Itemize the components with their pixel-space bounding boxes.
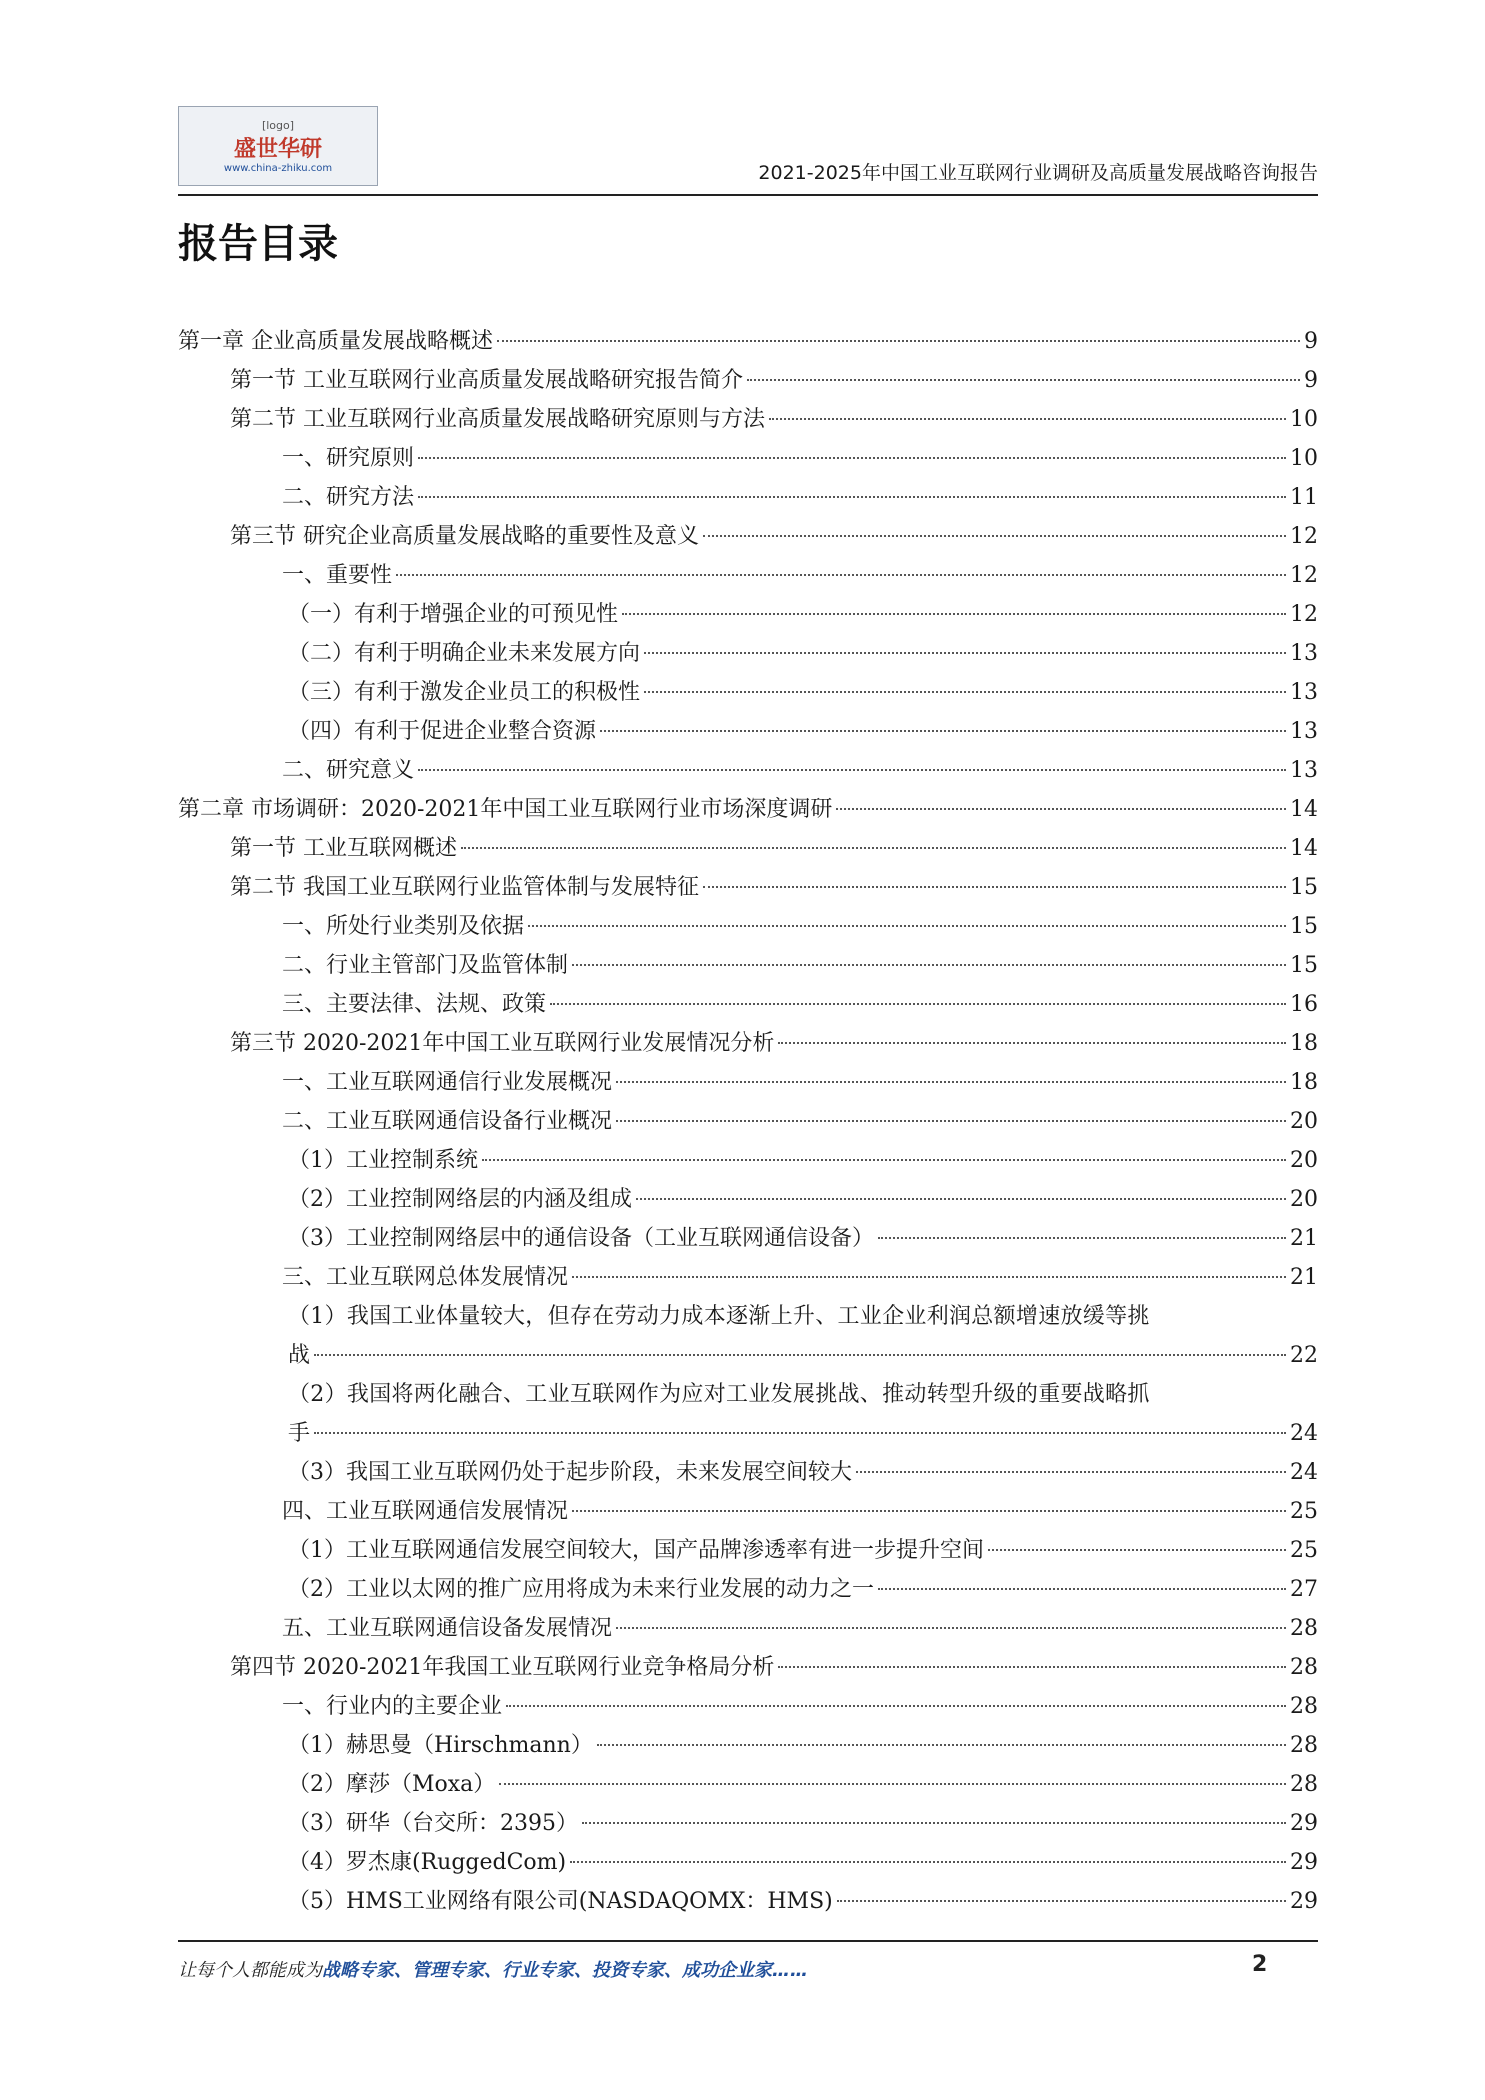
- toc-label: （3）研华（台交所：2395）: [288, 1811, 578, 1836]
- toc-label: （2）工业以太网的推广应用将成为未来行业发展的动力之一: [288, 1577, 874, 1602]
- toc-label: 第二节 工业互联网行业高质量发展战略研究原则与方法: [230, 407, 765, 432]
- dot-leader: [499, 1783, 1286, 1785]
- toc-label: （1）工业互联网通信发展空间较大，国产品牌渗透率有进一步提升空间: [288, 1538, 984, 1563]
- toc-page-number: 28: [1290, 1694, 1318, 1719]
- toc-label: （1）赫思曼（Hirschmann）: [288, 1733, 593, 1758]
- toc-label-line2: 手: [288, 1421, 311, 1446]
- footer-divider: [178, 1940, 1318, 1942]
- toc-section-entry[interactable]: [178, 1648, 1318, 1687]
- toc-label-line2: 战: [288, 1343, 311, 1368]
- toc-page-number: 13: [1290, 719, 1318, 744]
- dot-leader: [636, 1198, 1286, 1200]
- toc-page-number: 10: [1290, 446, 1318, 471]
- toc-section-entry[interactable]: [178, 517, 1318, 556]
- toc-label: 第三节 研究企业高质量发展战略的重要性及意义: [230, 524, 699, 549]
- toc-item-entry[interactable]: [178, 1687, 1318, 1726]
- toc-subitem-entry[interactable]: [178, 673, 1318, 712]
- toc-subitem-entry[interactable]: [178, 1180, 1318, 1219]
- dot-leader: [878, 1588, 1286, 1590]
- toc-page-number: 10: [1290, 407, 1318, 432]
- toc-page-number: 28: [1290, 1655, 1318, 1680]
- dot-leader: [856, 1471, 1286, 1473]
- toc-label: （一）有利于增强企业的可预见性: [288, 602, 619, 627]
- dot-leader: [703, 886, 1286, 888]
- toc-page-number: 29: [1290, 1811, 1318, 1836]
- toc-item-entry[interactable]: [178, 751, 1318, 790]
- toc-label: （5）HMS工业网络有限公司(NASDAQOMX：HMS): [288, 1889, 833, 1914]
- toc-label: 第二章 市场调研：2020-2021年中国工业互联网行业市场深度调研: [178, 797, 833, 822]
- toc-page-number: 24: [1290, 1421, 1318, 1446]
- toc-subitem-entry[interactable]: [178, 1219, 1318, 1258]
- toc-label: 三、主要法律、法规、政策: [282, 992, 547, 1017]
- dot-leader: [837, 1900, 1286, 1902]
- toc-item-entry[interactable]: [178, 556, 1318, 595]
- toc-label: （2）工业控制网络层的内涵及组成: [288, 1187, 632, 1212]
- toc-page-number: 18: [1290, 1070, 1318, 1095]
- dot-leader: [778, 1042, 1286, 1044]
- toc-label: 二、研究意义: [282, 758, 415, 783]
- header-divider: [178, 194, 1318, 196]
- toc-label-line1: （2）我国将两化融合、工业互联网作为应对工业发展挑战、推动转型升级的重要战略抓: [288, 1382, 1150, 1407]
- toc-chapter-entry[interactable]: [178, 790, 1318, 829]
- toc-subitem-entry[interactable]: [178, 1570, 1318, 1609]
- page-number: 2: [1252, 1952, 1268, 1977]
- dot-leader: [769, 418, 1286, 420]
- toc-subitem-entry[interactable]: [178, 1297, 1318, 1375]
- toc-page-number: 20: [1290, 1148, 1318, 1173]
- toc-page-number: 25: [1290, 1499, 1318, 1524]
- toc-label: 一、重要性: [282, 563, 393, 588]
- toc-item-entry[interactable]: [178, 985, 1318, 1024]
- toc-item-entry[interactable]: [178, 946, 1318, 985]
- dot-leader: [616, 1120, 1286, 1122]
- dot-leader: [644, 691, 1286, 693]
- logo-placeholder-tag: [logo]: [261, 118, 295, 132]
- dot-leader: [616, 1081, 1286, 1083]
- toc-label: 四、工业互联网通信发展情况: [282, 1499, 569, 1524]
- dot-leader: [396, 574, 1286, 576]
- company-logo: [178, 106, 378, 186]
- toc-label: 第一章 企业高质量发展战略概述: [178, 329, 493, 354]
- toc-item-entry[interactable]: [178, 1609, 1318, 1648]
- dot-leader: [622, 613, 1286, 615]
- toc-page-number: 28: [1290, 1772, 1318, 1797]
- toc-section-entry[interactable]: [178, 868, 1318, 907]
- toc-label: （1）工业控制系统: [288, 1148, 478, 1173]
- toc-page-number: 21: [1290, 1265, 1318, 1290]
- toc-label: 五、工业互联网通信设备发展情况: [282, 1616, 613, 1641]
- logo-name: 盛世华研: [233, 136, 322, 162]
- toc-label: 一、行业内的主要企业: [282, 1694, 503, 1719]
- toc-page-number: 14: [1290, 836, 1318, 861]
- toc-page-number: 20: [1290, 1109, 1318, 1134]
- toc-label: 一、所处行业类别及依据: [282, 914, 525, 939]
- toc-item-entry[interactable]: [178, 1063, 1318, 1102]
- dot-leader: [550, 1003, 1286, 1005]
- toc-item-entry[interactable]: [178, 1492, 1318, 1531]
- toc-label: 第一节 工业互联网概述: [230, 836, 457, 861]
- dot-leader: [314, 1354, 1286, 1356]
- toc-section-entry[interactable]: [178, 361, 1318, 400]
- toc-item-entry[interactable]: [178, 1258, 1318, 1297]
- toc-label-line1: （1）我国工业体量较大，但存在劳动力成本逐渐上升、工业企业利润总额增速放缓等挑: [288, 1304, 1150, 1329]
- toc-subitem-entry[interactable]: [178, 1375, 1318, 1453]
- toc-label: 第二节 我国工业互联网行业监管体制与发展特征: [230, 875, 699, 900]
- toc-page-number: 12: [1290, 602, 1318, 627]
- toc-page-number: 25: [1290, 1538, 1318, 1563]
- dot-leader: [418, 457, 1286, 459]
- toc-page-number: 13: [1290, 758, 1318, 783]
- toc-label: 一、研究原则: [282, 446, 415, 471]
- dot-leader: [988, 1549, 1286, 1551]
- footer-slogan: [178, 1956, 808, 1982]
- toc-section-entry[interactable]: [178, 1024, 1318, 1063]
- dot-leader: [597, 1744, 1286, 1746]
- report-title: 2021-2025年中国工业互联网行业调研及高质量发展战略咨询报告: [758, 162, 1318, 184]
- dot-leader: [497, 340, 1300, 342]
- dot-leader: [878, 1237, 1286, 1239]
- toc-page-number: 28: [1290, 1616, 1318, 1641]
- table-of-contents: [178, 322, 1318, 1921]
- dot-leader: [582, 1822, 1286, 1824]
- toc-subitem-entry[interactable]: [178, 1453, 1318, 1492]
- toc-page-number: 21: [1290, 1226, 1318, 1251]
- toc-page-number: 12: [1290, 563, 1318, 588]
- toc-item-entry[interactable]: [178, 439, 1318, 478]
- toc-page-number: 22: [1290, 1343, 1318, 1368]
- toc-label: （三）有利于激发企业员工的积极性: [288, 680, 641, 705]
- toc-label: 第四节 2020-2021年我国工业互联网行业竞争格局分析: [230, 1655, 775, 1680]
- toc-item-entry[interactable]: [178, 907, 1318, 946]
- toc-label: （4）罗杰康(RuggedCom): [288, 1850, 567, 1875]
- toc-item-entry[interactable]: [178, 478, 1318, 517]
- toc-subitem-entry[interactable]: [178, 634, 1318, 673]
- toc-label: 第三节 2020-2021年中国工业互联网行业发展情况分析: [230, 1031, 775, 1056]
- dot-leader: [572, 964, 1286, 966]
- dot-leader: [528, 925, 1286, 927]
- toc-page-number: 29: [1290, 1850, 1318, 1875]
- dot-leader: [570, 1861, 1286, 1863]
- dot-leader: [747, 379, 1300, 381]
- dot-leader: [703, 535, 1286, 537]
- toc-subitem-entry[interactable]: [178, 1765, 1318, 1804]
- toc-subitem-entry[interactable]: [178, 595, 1318, 634]
- toc-label: 二、工业互联网通信设备行业概况: [282, 1109, 613, 1134]
- toc-label: 二、研究方法: [282, 485, 415, 510]
- dot-leader: [778, 1666, 1286, 1668]
- toc-subitem-entry[interactable]: [178, 712, 1318, 751]
- page-header: [178, 98, 1318, 196]
- page-title: 报告目录: [178, 221, 338, 267]
- toc-page-number: 13: [1290, 641, 1318, 666]
- toc-page-number: 9: [1304, 329, 1318, 354]
- toc-page-number: 15: [1290, 953, 1318, 978]
- toc-label: （四）有利于促进企业整合资源: [288, 719, 597, 744]
- dot-leader: [600, 730, 1286, 732]
- dot-leader: [314, 1432, 1286, 1434]
- toc-page-number: 16: [1290, 992, 1318, 1017]
- toc-page-number: 9: [1304, 368, 1318, 393]
- toc-page-number: 28: [1290, 1733, 1318, 1758]
- dot-leader: [461, 847, 1286, 849]
- toc-label: （3）我国工业互联网仍处于起步阶段，未来发展空间较大: [288, 1460, 852, 1485]
- toc-page-number: 15: [1290, 914, 1318, 939]
- dot-leader: [572, 1276, 1286, 1278]
- toc-item-entry[interactable]: [178, 1102, 1318, 1141]
- dot-leader: [482, 1159, 1286, 1161]
- dot-leader: [572, 1510, 1286, 1512]
- toc-page-number: 24: [1290, 1460, 1318, 1485]
- toc-label: 第一节 工业互联网行业高质量发展战略研究报告简介: [230, 368, 743, 393]
- toc-label: （3）工业控制网络层中的通信设备（工业互联网通信设备）: [288, 1226, 874, 1251]
- toc-page-number: 11: [1290, 485, 1318, 510]
- logo-url: www.china-zhiku.com: [223, 162, 333, 174]
- footer-slogan-prefix: 让每个人都能成为: [178, 1960, 322, 1981]
- toc-label: 三、工业互联网总体发展情况: [282, 1265, 569, 1290]
- dot-leader: [418, 496, 1286, 498]
- footer-slogan-highlight: 战略专家、管理专家、行业专家、投资专家、成功企业家……: [322, 1960, 808, 1981]
- toc-subitem-entry[interactable]: [178, 1141, 1318, 1180]
- toc-page-number: 20: [1290, 1187, 1318, 1212]
- toc-section-entry[interactable]: [178, 400, 1318, 439]
- toc-label: （二）有利于明确企业未来发展方向: [288, 641, 641, 666]
- toc-page-number: 15: [1290, 875, 1318, 900]
- dot-leader: [836, 808, 1286, 810]
- toc-section-entry[interactable]: [178, 829, 1318, 868]
- toc-label: （2）摩莎（Moxa）: [288, 1772, 496, 1797]
- toc-label: 一、工业互联网通信行业发展概况: [282, 1070, 613, 1095]
- toc-page-number: 14: [1290, 797, 1318, 822]
- toc-chapter-entry[interactable]: [178, 322, 1318, 361]
- dot-leader: [616, 1627, 1286, 1629]
- toc-page-number: 12: [1290, 524, 1318, 549]
- toc-subitem-entry[interactable]: [178, 1726, 1318, 1765]
- toc-label: 二、行业主管部门及监管体制: [282, 953, 569, 978]
- toc-page-number: 27: [1290, 1577, 1318, 1602]
- toc-subitem-entry[interactable]: [178, 1531, 1318, 1570]
- dot-leader: [418, 769, 1286, 771]
- toc-page-number: 13: [1290, 680, 1318, 705]
- toc-subitem-entry[interactable]: [178, 1804, 1318, 1843]
- toc-subitem-entry[interactable]: [178, 1843, 1318, 1882]
- toc-page-number: 18: [1290, 1031, 1318, 1056]
- dot-leader: [506, 1705, 1286, 1707]
- toc-subitem-entry[interactable]: [178, 1882, 1318, 1921]
- dot-leader: [644, 652, 1286, 654]
- toc-page-number: 29: [1290, 1889, 1318, 1914]
